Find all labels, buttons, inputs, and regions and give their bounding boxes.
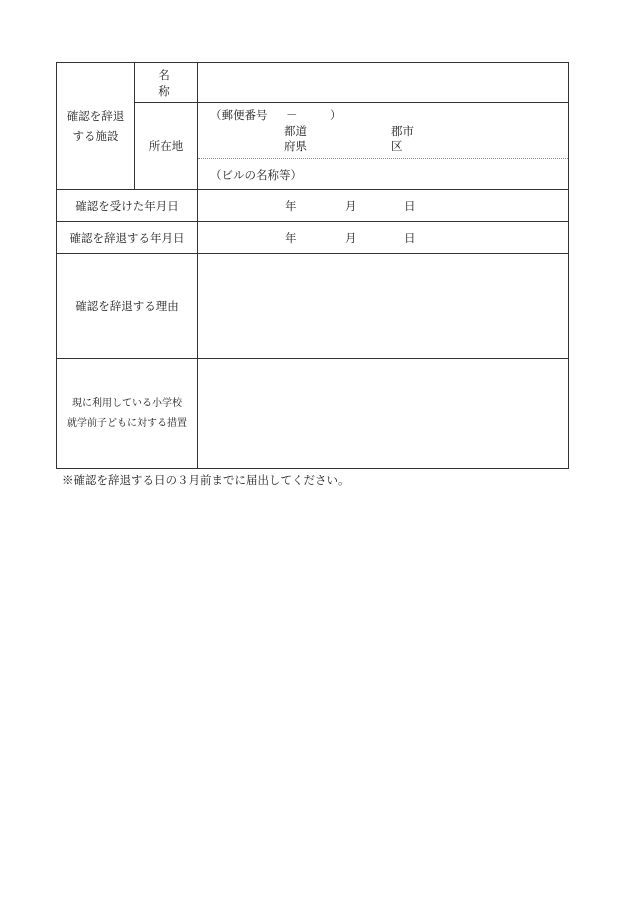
reason-field[interactable] [198, 254, 569, 359]
postal-dash: － [286, 108, 298, 122]
facility-label-line2: する施設 [72, 129, 119, 143]
name-field[interactable] [198, 63, 569, 103]
postal-address-area [198, 103, 568, 159]
confirmed-month-unit: 月 [345, 198, 357, 213]
withdrawal-form-table [56, 62, 569, 469]
address-field[interactable] [198, 103, 569, 190]
measures-label-line2: 就学前子どもに対する措置 [67, 417, 187, 429]
withdraw-year-unit: 年 [285, 230, 297, 245]
measures-field[interactable] [198, 359, 569, 469]
reason-label: 確認を辞退する理由 [57, 254, 198, 359]
postal-prefix: （郵便番号 [210, 108, 268, 122]
confirmed-day-unit: 日 [404, 198, 416, 213]
withdraw-date-field[interactable] [198, 222, 569, 254]
prefecture-fu: 府県 [284, 139, 307, 153]
building-area [198, 159, 568, 189]
city-ku: 区 [391, 139, 403, 153]
city-gun: 郡市 [391, 124, 414, 138]
location-label: 所在地 [135, 103, 198, 190]
confirmed-year-unit: 年 [285, 198, 297, 213]
building-label: （ビルの名称等） [210, 168, 302, 182]
footnote: ※確認を辞退する日の３月前までに届出してください。 [62, 473, 350, 487]
facility-label-line1: 確認を辞退 [66, 109, 125, 123]
measures-label-line1: 現に利用している小学校 [72, 397, 182, 409]
measures-label [57, 359, 198, 469]
facility-group-label [57, 63, 135, 190]
postal-close: ） [330, 108, 342, 122]
name-label: 名 称 [135, 63, 198, 103]
withdraw-month-unit: 月 [345, 230, 357, 245]
confirmed-date-field[interactable] [198, 190, 569, 222]
prefecture-to: 都道 [284, 124, 307, 138]
withdraw-day-unit: 日 [404, 230, 416, 245]
withdraw-date-label: 確認を辞退する年月日 [57, 222, 198, 254]
confirmed-date-label: 確認を受けた年月日 [57, 190, 198, 222]
